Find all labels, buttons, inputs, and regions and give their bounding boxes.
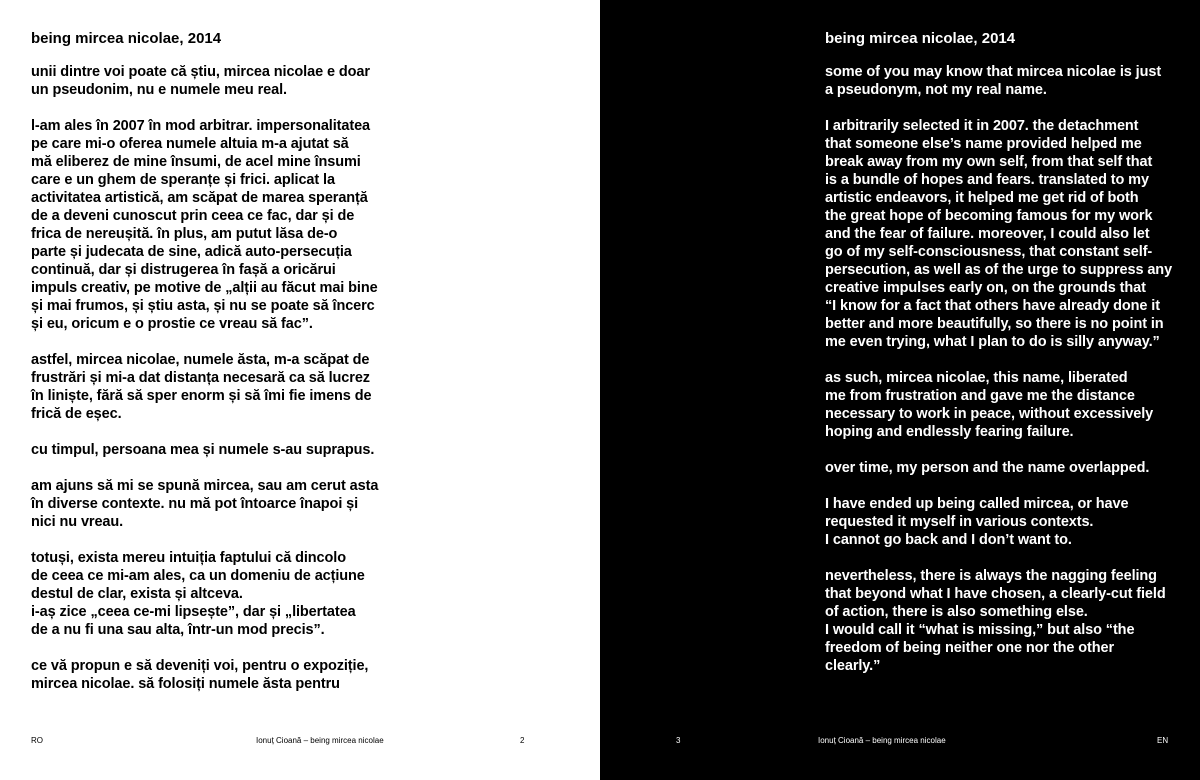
text-line: nevertheless, there is always the nagging feeling [825, 568, 1157, 584]
text-line: frica de nereușită. în plus, am putut lăsa de-o [31, 226, 338, 242]
text-line: totuși, exista mereu intuiția faptului că dincolo [31, 550, 346, 566]
right-running-title: Ionuț Cioană – being mircea nicolae [818, 736, 946, 745]
text-line: activitatea artistică, am scăpat de marea speranță [31, 190, 368, 206]
text-line: i-aș zice „ceea ce-mi lipsește”, dar și „libertatea [31, 604, 356, 620]
text-line: și eu, oricum e o prostie ce vreau să fac”. [31, 316, 313, 332]
right-page-body [825, 63, 1175, 693]
right-page-number: 3 [676, 736, 681, 745]
text-line: impuls creativ, pe motive de „alții au făcut mai bine [31, 280, 378, 296]
text-line: that someone else’s name provided helped me [825, 136, 1142, 152]
text-line: I arbitrarily selected it in 2007. the detachment [825, 118, 1139, 134]
paragraph [31, 657, 391, 693]
text-line: l-am ales în 2007 în mod arbitrar. impersonalitatea [31, 118, 371, 134]
text-line: parte și judecata de sine, adică auto-persecuția [31, 244, 352, 260]
left-page-body [31, 63, 391, 711]
text-line: break away from my own self, from that self that [825, 154, 1153, 170]
text-line: nici nu vreau. [31, 514, 124, 530]
paragraph [31, 117, 391, 333]
text-line: I cannot go back and I don’t want to. [825, 532, 1072, 548]
text-line: ce vă propun e să deveniți voi, pentru o expoziție, [31, 658, 369, 674]
text-line: continuă, dar și distrugerea în fașă a oricărui [31, 262, 336, 278]
text-line: go of my self-consciousness, that constant self- [825, 244, 1153, 260]
text-line: a pseudonym, not my real name. [825, 82, 1047, 98]
text-line: necessary to work in peace, without excessively [825, 406, 1154, 422]
text-line: de a nu fi una sau alta, într-un mod precis”. [31, 622, 325, 638]
right-page-english [600, 0, 1200, 780]
paragraph [31, 63, 391, 99]
text-line: artistic endeavors, it helped me get rid of both [825, 190, 1139, 206]
text-line: over time, my person and the name overlapped. [825, 460, 1150, 476]
text-line: astfel, mircea nicolae, numele ăsta, m-a scăpat de [31, 352, 370, 368]
paragraph [825, 63, 1175, 99]
text-line: of action, there is also something else. [825, 604, 1088, 620]
text-line: și mai frumos, și știu asta, și nu se poate să încerc [31, 298, 375, 314]
right-page-title: being mircea nicolae, 2014 [825, 30, 1016, 47]
text-line: de ceea ce mi-am ales, ca un domeniu de acțiune [31, 568, 365, 584]
paragraph [31, 477, 391, 531]
text-line: pe care mi-o oferea numele altuia m-a ajutat să [31, 136, 349, 152]
text-line: the great hope of becoming famous for my work [825, 208, 1153, 224]
text-line: and the fear of failure. moreover, I could also let [825, 226, 1150, 242]
paragraph [31, 549, 391, 639]
left-page-number: 2 [520, 736, 525, 745]
text-line: is a bundle of hopes and fears. translated to my [825, 172, 1149, 188]
left-running-title: Ionuț Cioană – being mircea nicolae [256, 736, 384, 745]
text-line: hoping and endlessly fearing failure. [825, 424, 1074, 440]
text-line: frustrări și mi-a dat distanța necesară ca să lucrez [31, 370, 370, 386]
text-line: requested it myself in various contexts. [825, 514, 1094, 530]
text-line: am ajuns să mi se spună mircea, sau am cerut asta [31, 478, 379, 494]
text-line: freedom of being neither one nor the other [825, 640, 1115, 656]
text-line: care e un ghem de speranțe și frici. aplicat la [31, 172, 335, 188]
text-line: I would call it “what is missing,” but also “the [825, 622, 1135, 638]
paragraph [825, 459, 1175, 477]
text-line: în liniște, fără să sper enorm și să îmi fie imens de [31, 388, 372, 404]
text-line: persecution, as well as of the urge to suppress any [825, 262, 1173, 278]
paragraph [825, 567, 1175, 675]
right-language-label: EN [1157, 736, 1169, 745]
text-line: me from frustration and gave me the distance [825, 388, 1135, 404]
text-line: un pseudonim, nu e numele meu real. [31, 82, 287, 98]
text-line: that beyond what I have chosen, a clearly-cut field [825, 586, 1166, 602]
text-line: de a deveni cunoscut prin ceea ce fac, dar și de [31, 208, 355, 224]
text-line: creative impulses early on, on the grounds that [825, 280, 1146, 296]
text-line: as such, mircea nicolae, this name, liberated [825, 370, 1128, 386]
left-page-title: being mircea nicolae, 2014 [31, 30, 222, 47]
text-line: better and more beautifully, so there is no point in [825, 316, 1164, 332]
text-line: unii dintre voi poate că știu, mircea nicolae e doar [31, 64, 370, 80]
text-line: I have ended up being called mircea, or have [825, 496, 1129, 512]
left-language-label: RO [31, 736, 43, 745]
text-line: me even trying, what I plan to do is silly anyway.” [825, 334, 1160, 350]
paragraph [825, 495, 1175, 549]
text-line: în diverse contexte. nu mă pot întoarce înapoi și [31, 496, 359, 512]
text-line: mircea nicolae. să folosiți numele ăsta pentru [31, 676, 340, 692]
paragraph [825, 369, 1175, 441]
text-line: frică de eșec. [31, 406, 122, 422]
text-line: some of you may know that mircea nicolae is just [825, 64, 1162, 80]
paragraph [31, 351, 391, 423]
paragraph [31, 441, 391, 459]
text-line: clearly.” [825, 658, 881, 674]
text-line: cu timpul, persoana mea și numele s-au suprapus. [31, 442, 375, 458]
paragraph [825, 117, 1175, 351]
text-line: “I know for a fact that others have already done it [825, 298, 1160, 314]
text-line: mă eliberez de mine însumi, de acel mine însumi [31, 154, 361, 170]
text-line: destul de clar, exista și altceva. [31, 586, 243, 602]
